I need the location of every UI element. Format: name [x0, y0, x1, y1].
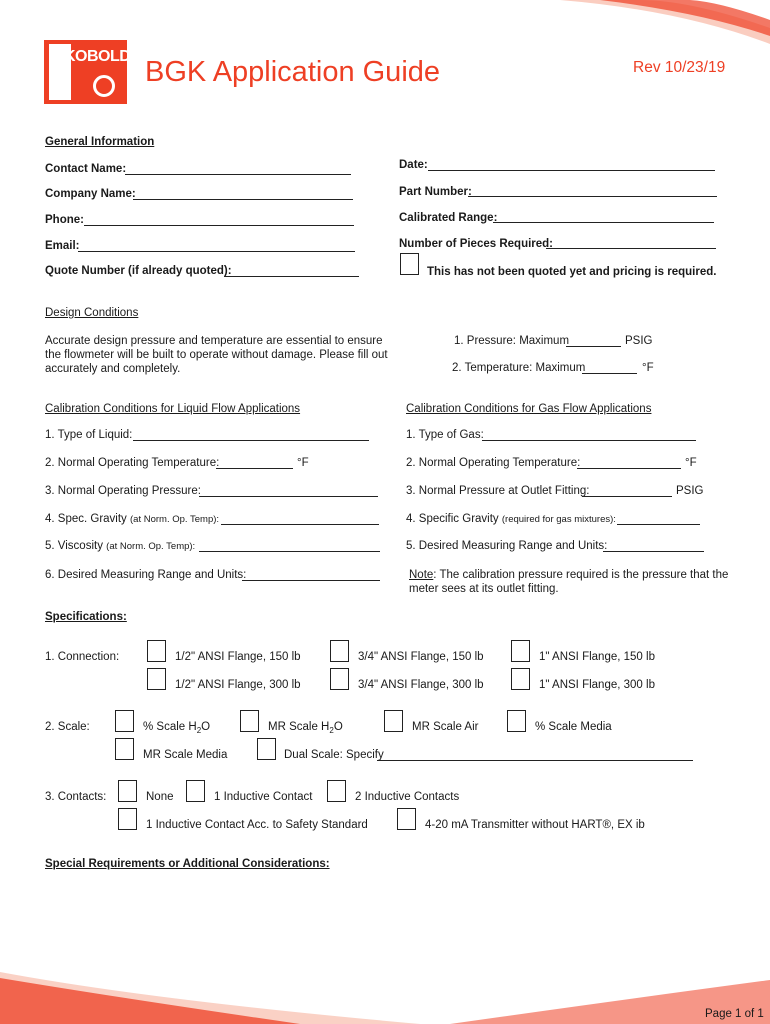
gas-type-label: 1. Type of Gas:: [406, 429, 484, 441]
gas-gravity-note: (required for gas mixtures):: [501, 514, 616, 525]
logo-circle: [93, 75, 115, 97]
liquid-pressure-field[interactable]: [199, 496, 378, 497]
liquid-gravity-label: [45, 512, 219, 527]
phone-label: Phone:: [45, 214, 84, 226]
contact-name-label: Contact Name:: [45, 163, 127, 175]
connection-threequarter-150-checkbox[interactable]: [330, 640, 349, 662]
connection-one-300-checkbox[interactable]: [511, 668, 530, 690]
special-heading: Special Requirements or Additional Considerations:: [45, 858, 330, 870]
connection-threequarter-150-label: 3/4" ANSI Flange, 150 lb: [358, 651, 484, 663]
gas-pressure-label: 3. Normal Pressure at Outlet Fitting:: [406, 485, 590, 497]
phone-field[interactable]: [84, 225, 354, 226]
kobold-logo: [44, 40, 131, 104]
quote-number-label: Quote Number (if already quoted):: [45, 265, 232, 277]
scale-mr-media-checkbox[interactable]: [115, 738, 134, 760]
contact-one-checkbox[interactable]: [186, 780, 205, 802]
gas-note: [409, 568, 728, 596]
temp-unit: °F: [642, 362, 654, 374]
not-quoted-checkbox[interactable]: [400, 253, 419, 275]
general-heading: General Information: [45, 136, 155, 148]
temp-field[interactable]: [582, 373, 637, 374]
scale-mr-h2o-label: [268, 720, 343, 738]
liquid-heading: Calibration Conditions for Liquid Flow Applications: [45, 403, 301, 415]
scale-pct-h2o-o: O: [201, 721, 211, 733]
gas-note-label: Note: [409, 569, 434, 581]
gas-temp-label: 2. Normal Operating Temperature:: [406, 457, 581, 469]
date-label: Date:: [399, 159, 428, 171]
liquid-gravity-note: (at Norm. Op. Temp):: [130, 514, 220, 525]
email-label: Email:: [45, 240, 80, 252]
contact-two-label: 2 Inductive Contacts: [355, 791, 460, 803]
liquid-range-label: 6. Desired Measuring Range and Units:: [45, 569, 247, 581]
contact-safety-label: 1 Inductive Contact Acc. to Safety Standard: [146, 819, 368, 831]
liquid-range-field[interactable]: [242, 580, 380, 581]
connection-one-300-label: 1" ANSI Flange, 300 lb: [539, 679, 655, 691]
calibrated-range-field[interactable]: [493, 222, 714, 223]
scale-mr-air-checkbox[interactable]: [384, 710, 403, 732]
scale-dual-checkbox[interactable]: [257, 738, 276, 760]
gas-type-field[interactable]: [482, 440, 696, 441]
pieces-label: Number of Pieces Required:: [399, 238, 554, 250]
scale-pct-h2o-text: % Scale H: [143, 721, 197, 733]
calibrated-range-label: Calibrated Range:: [399, 212, 498, 224]
connection-half-300-label: 1/2" ANSI Flange, 300 lb: [175, 679, 301, 691]
connection-one-150-checkbox[interactable]: [511, 640, 530, 662]
scale-mr-h2o-o: O: [333, 721, 343, 733]
not-quoted-label: This has not been quoted yet and pricing is required.: [427, 266, 717, 278]
design-note-line-1: Accurate design pressure and temperature are essential to ensure: [45, 335, 383, 347]
pieces-field[interactable]: [546, 248, 716, 249]
design-note: [45, 334, 388, 376]
logo-text: KOBOLD: [64, 48, 131, 65]
pressure-field[interactable]: [566, 346, 621, 347]
gas-gravity-text: 4. Specific Gravity: [406, 513, 499, 525]
gas-gravity-field[interactable]: [617, 524, 700, 525]
connection-threequarter-300-label: 3/4" ANSI Flange, 300 lb: [358, 679, 484, 691]
gas-temp-unit: °F: [685, 457, 697, 469]
gas-note-line-2: meter sees at its outlet fitting.: [409, 583, 559, 595]
gas-temp-field[interactable]: [577, 468, 681, 469]
liquid-temp-unit: °F: [297, 457, 309, 469]
liquid-temp-field[interactable]: [216, 468, 293, 469]
gas-range-field[interactable]: [603, 551, 704, 552]
gas-heading: Calibration Conditions for Gas Flow Applications: [406, 403, 652, 415]
contact-name-field[interactable]: [125, 174, 351, 175]
connection-half-300-checkbox[interactable]: [147, 668, 166, 690]
company-name-label: Company Name:: [45, 188, 136, 200]
scale-pct-h2o-label: [143, 720, 210, 738]
footer-swoosh: [0, 960, 770, 1024]
gas-gravity-label: [406, 512, 616, 527]
revision-date: Rev 10/23/19: [633, 59, 726, 76]
connection-label: 1. Connection:: [45, 651, 120, 663]
gas-range-label: 5. Desired Measuring Range and Units:: [406, 540, 608, 552]
gas-pressure-field[interactable]: [582, 496, 672, 497]
scale-mr-media-label: MR Scale Media: [143, 749, 228, 761]
scale-mr-air-label: MR Scale Air: [412, 721, 479, 733]
contact-one-label: 1 Inductive Contact: [214, 791, 313, 803]
page-title: BGK Application Guide: [145, 56, 441, 88]
email-field[interactable]: [78, 251, 355, 252]
contact-two-checkbox[interactable]: [327, 780, 346, 802]
scale-pct-media-label: % Scale Media: [535, 721, 612, 733]
scale-mr-h2o-checkbox[interactable]: [240, 710, 259, 732]
scale-dual-field[interactable]: [377, 760, 693, 761]
liquid-gravity-field[interactable]: [221, 524, 379, 525]
liquid-viscosity-label: [45, 539, 195, 554]
contact-none-checkbox[interactable]: [118, 780, 137, 802]
contact-transmitter-label: 4-20 mA Transmitter without HART®, EX ib: [425, 819, 645, 831]
company-name-field[interactable]: [133, 199, 353, 200]
connection-threequarter-300-checkbox[interactable]: [330, 668, 349, 690]
pressure-unit: PSIG: [625, 335, 653, 347]
design-note-line-2: the flowmeter will be built to operate without damage. Please fill out: [45, 349, 388, 361]
liquid-type-label: 1. Type of Liquid:: [45, 429, 133, 441]
page-number: Page 1 of 1: [705, 1008, 764, 1020]
connection-half-150-label: 1/2" ANSI Flange, 150 lb: [175, 651, 301, 663]
design-heading: Design Conditions: [45, 307, 139, 319]
gas-note-text-1: : The calibration pressure required is the pressure that the: [433, 569, 729, 581]
specs-heading: Specifications:: [45, 611, 127, 623]
liquid-viscosity-note: (at Norm. Op. Temp):: [106, 541, 196, 552]
liquid-temp-label: 2. Normal Operating Temperature:: [45, 457, 220, 469]
contacts-label: 3. Contacts:: [45, 791, 107, 803]
liquid-type-field[interactable]: [133, 440, 369, 441]
part-number-label: Part Number:: [399, 186, 472, 198]
connection-half-150-checkbox[interactable]: [147, 640, 166, 662]
scale-mr-h2o-sub: 2: [329, 726, 334, 735]
scale-pct-media-checkbox[interactable]: [507, 710, 526, 732]
date-field[interactable]: [428, 170, 715, 171]
pressure-label: 1. Pressure: Maximum: [454, 335, 570, 347]
part-number-field[interactable]: [468, 196, 717, 197]
gas-note-line-1: [409, 568, 728, 582]
liquid-viscosity-text: 5. Viscosity: [45, 540, 103, 552]
scale-pct-h2o-sub: 2: [196, 726, 202, 735]
connection-one-150-label: 1" ANSI Flange, 150 lb: [539, 651, 655, 663]
liquid-viscosity-field[interactable]: [199, 551, 380, 552]
temp-label: 2. Temperature: Maximum: [452, 362, 586, 374]
contact-safety-checkbox[interactable]: [118, 808, 137, 830]
quote-number-field[interactable]: [224, 276, 359, 277]
contact-transmitter-checkbox[interactable]: [397, 808, 416, 830]
scale-pct-h2o-checkbox[interactable]: [115, 710, 134, 732]
liquid-gravity-text: 4. Spec. Gravity: [45, 513, 127, 525]
liquid-pressure-label: 3. Normal Operating Pressure:: [45, 485, 201, 497]
scale-mr-h2o-text: MR Scale H: [268, 721, 330, 733]
design-note-line-3: accurately and completely.: [45, 363, 181, 375]
scale-dual-label: Dual Scale: Specify: [284, 749, 384, 761]
gas-pressure-unit: PSIG: [676, 485, 704, 497]
scale-label: 2. Scale:: [45, 721, 90, 733]
contact-none-label: None: [146, 791, 174, 803]
